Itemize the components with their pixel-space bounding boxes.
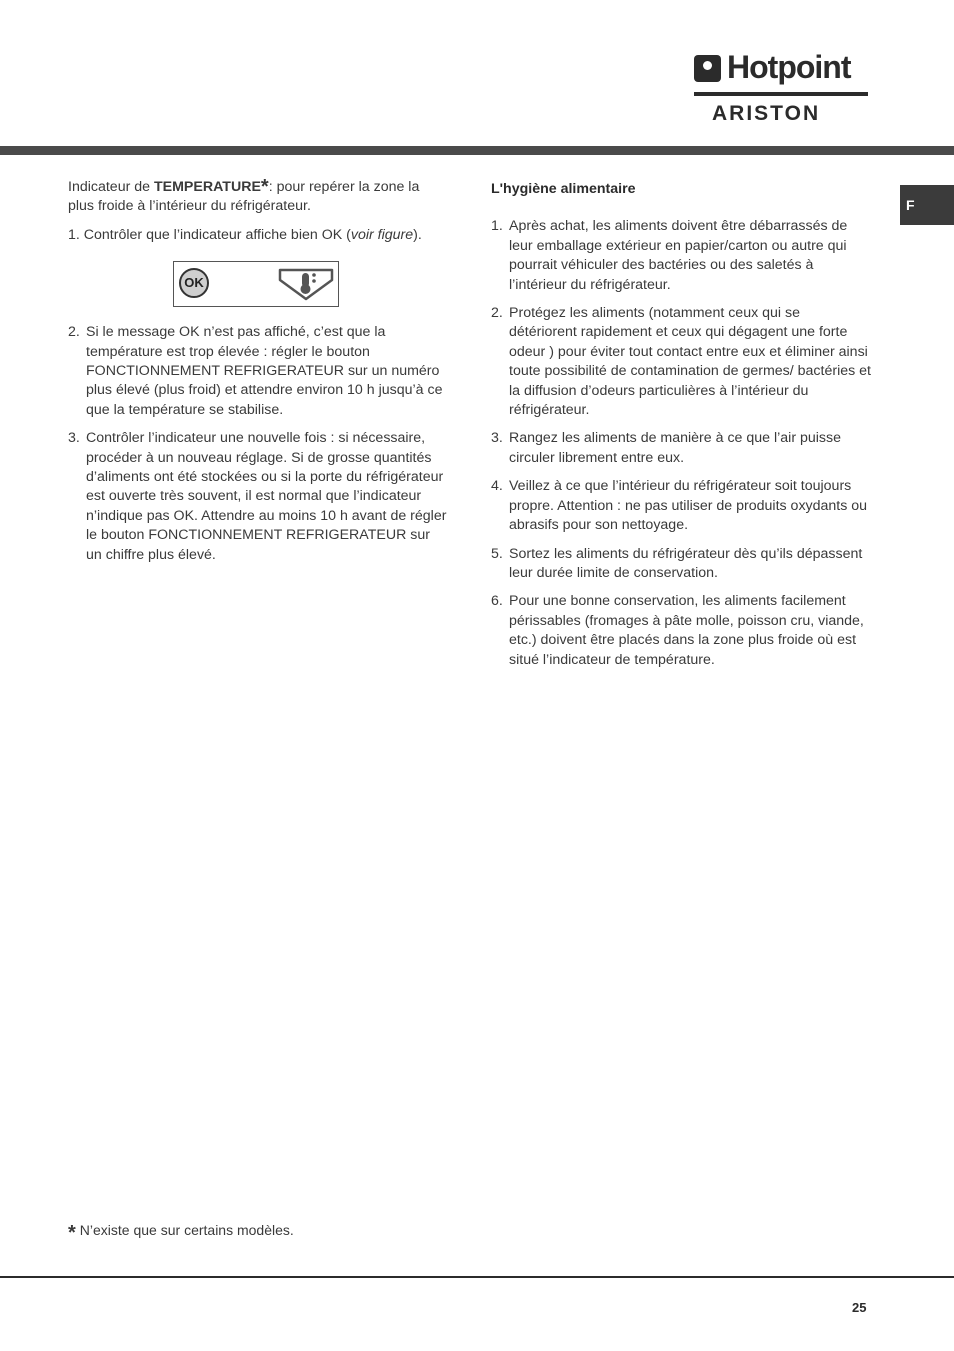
page-number: 25 (852, 1300, 867, 1315)
list-item (491, 429, 871, 468)
list-number: 1. (491, 218, 503, 235)
thermometer-icon (278, 266, 334, 302)
step-text: Si le message OK n’est pas affiché, c’est que la température est trop élevée : régler le bouton FONCTIONNEMENT REFRIGERATEUR sur un numéro plus élevé (plus froid) et attendre environ 10 h jusqu’à ce que la température se stabilise. (86, 324, 443, 418)
step-number: 2. (68, 324, 80, 341)
intro-keyword: TEMPERATURE (153, 179, 261, 195)
footer-divider (0, 1276, 954, 1278)
temperature-intro (68, 178, 448, 217)
hygiene-heading: L'hygiène alimentaire (491, 181, 636, 197)
brand-name: Hotpoint (727, 49, 851, 85)
list-number: 4. (491, 478, 503, 495)
language-tab-label: F (906, 197, 915, 213)
step-1-text: 1. Contrôler que l’indicateur affiche bien OK ( (68, 226, 351, 243)
list-text: Sortez les aliments du réfrigérateur dès qu’ils dépassent leur durée limite de conservation. (509, 545, 863, 581)
list-item (491, 545, 871, 584)
list-item (491, 304, 871, 420)
list-text: Pour une bonne conservation, les aliments facilement périssables (fromages à pâte molle, poisson cru, viande, etc.) doivent être placés dans la zone plus froide où est situé l’indicateur de température. (509, 593, 864, 668)
step-1 (68, 226, 448, 245)
ok-indicator-icon: OK (179, 268, 209, 298)
list-text: Après achat, les aliments doivent être débarrassés de leur emballage extérieur en papier/carton ou autre qui pourrait véhiculer des bactéries ou des saletés à l’intérieur du réfrigérateur. (509, 218, 848, 293)
list-item (491, 592, 871, 670)
list-number: 3. (491, 430, 503, 447)
list-number: 6. (491, 593, 503, 610)
list-text: Veillez à ce que l’intérieur du réfrigérateur soit toujours propre. Attention : ne pas utiliser de produits oxydants ou abrasifs pour son nettoyage. (509, 478, 868, 534)
list-text: Rangez les aliments de manière à ce que l’air puisse circuler librement entre eux. (509, 430, 842, 466)
footnote-asterisk: * (68, 1222, 76, 1244)
footnote-text: N’existe que sur certains modèles. (79, 1222, 294, 1238)
header-bar (0, 146, 954, 155)
footnote (68, 1222, 294, 1245)
brand-subname: ARISTON (712, 102, 821, 125)
brand-logo (694, 49, 868, 126)
step-1-end: ). (413, 226, 422, 243)
language-tab (900, 185, 954, 225)
step-3 (68, 429, 448, 565)
brand-divider (694, 92, 868, 96)
step-2 (68, 323, 448, 420)
right-column (491, 178, 871, 679)
asterisk: * (260, 176, 269, 198)
list-item (491, 217, 871, 295)
list-item (491, 477, 871, 535)
intro-prefix: Indicateur de (68, 179, 154, 195)
list-number: 2. (491, 305, 503, 322)
brand-mark-icon (694, 55, 721, 82)
intro-suffix: : pour repérer la zone la plus froide à l’intérieur du réfrigérateur. (68, 179, 420, 215)
temperature-indicator-figure (173, 261, 339, 307)
step-number: 3. (68, 430, 80, 447)
step-1-figure-ref: voir figure (350, 226, 414, 243)
list-text: Protégez les aliments (notamment ceux qui se détériorent rapidement et ceux qui dégagent une forte odeur ) pour éviter tout contact entre eux et éliminer ainsi toute possibilité de contamination de germes/ bactéries et la diffusion d’odeurs particulières à l’intérieur du réfrigérateur. (509, 305, 871, 419)
list-number: 5. (491, 545, 503, 562)
step-text: Contrôler l’indicateur une nouvelle fois : si nécessaire, procéder à un nouveau réglage. Si de grosse quantités d’aliments ont été stockées ou si la porte du réfrigérateur est ouverte très souvent, il est normal que l’indicateur n’indique pas OK. Attendre au moins 10 h avant de régler le bouton FONCTIONNEMENT REFRIGERATEUR sur un chiffre plus élevé. (86, 430, 447, 563)
left-column (68, 178, 448, 574)
